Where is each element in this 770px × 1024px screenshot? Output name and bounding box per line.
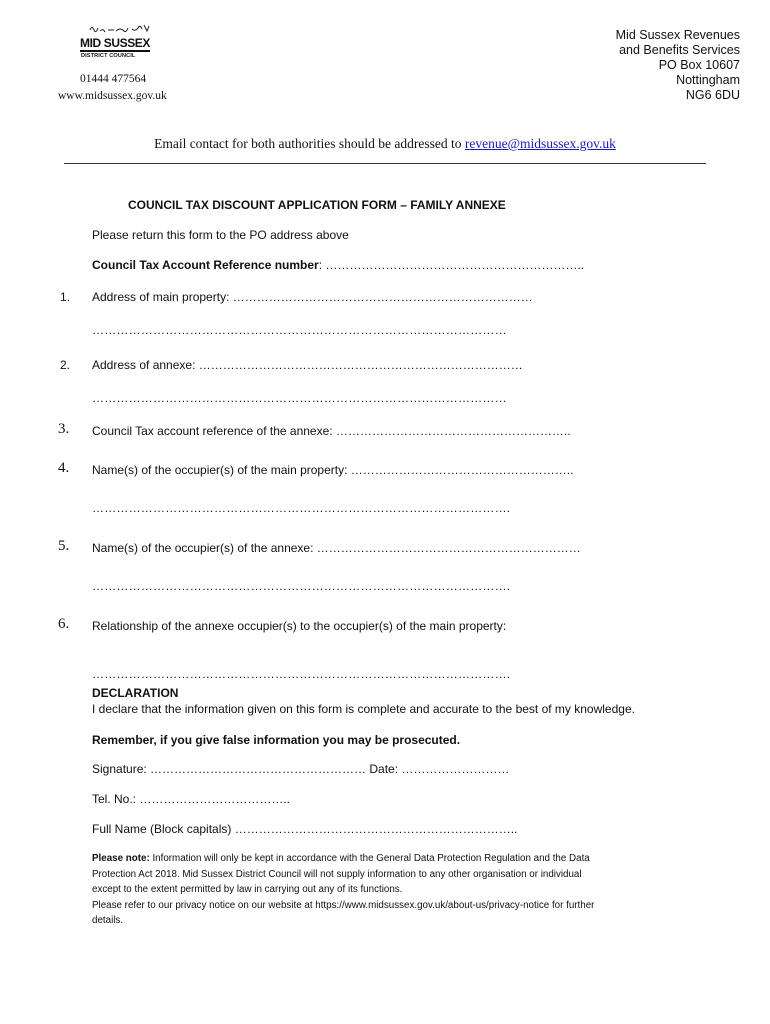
- declaration-text: I declare that the information given on this form is complete and accurate to the best of my knowledge.: [92, 702, 635, 716]
- account-reference-dots: : ………………………………………………………..: [318, 258, 585, 272]
- note-text: Information will only be kept in accordance with the General Data Protection Regulation and the Data: [149, 853, 590, 864]
- header-divider: [64, 163, 706, 164]
- item-number: 2.: [60, 358, 71, 372]
- address-line: NG6 6DU: [685, 88, 740, 102]
- annexe-account-reference-field[interactable]: Council Tax account reference of the annexe: …………………………………………………..: [92, 424, 571, 438]
- council-logo: [80, 22, 152, 64]
- email-link[interactable]: revenue@midsussex.gov.uk: [464, 136, 616, 151]
- annexe-occupiers-field[interactable]: Name(s) of the occupier(s) of the annexe: …………………………………………………………: [92, 541, 581, 555]
- logo-name: MID SUSSEX: [80, 36, 151, 50]
- note-line: Protection Act 2018. Mid Sussex District Council will not supply information to any other organisation or individual: [92, 868, 582, 880]
- email-contact-line: [0, 136, 770, 152]
- note-lead: Please note:: [92, 853, 150, 864]
- signature-date-field[interactable]: Signature: ……………………………………………… Date: ………………………: [92, 762, 510, 776]
- main-property-address-field[interactable]: Address of main property: …………………………………………………………………: [92, 290, 533, 304]
- item-number: 1.: [60, 290, 71, 304]
- relationship-label: Relationship of the annexe occupier(s) to the occupier(s) of the main property:: [92, 619, 507, 633]
- relationship-field[interactable]: ………………………………………………………………………………………….: [92, 667, 511, 681]
- telephone-field[interactable]: Tel. No.: ………………………………..: [92, 792, 291, 806]
- note-line: details.: [92, 915, 124, 927]
- full-name-field[interactable]: Full Name (Block capitals) ……………………………………………………………..: [92, 822, 518, 836]
- logo-signature-graphic: [86, 22, 150, 36]
- privacy-note: [92, 851, 702, 929]
- form-title: COUNCIL TAX DISCOUNT APPLICATION FORM – FAMILY ANNEXE: [128, 198, 506, 212]
- note-line: [92, 851, 702, 867]
- phone-number: 01444 477564: [80, 73, 147, 85]
- main-occupiers-continuation[interactable]: ………………………………………………………………………………………….: [92, 501, 511, 515]
- email-contact-text: Email contact for both authorities should be addressed to: [154, 136, 465, 151]
- address-line: and Benefits Services: [619, 43, 740, 57]
- note-line: Please refer to our privacy notice on our website at https://www.midsussex.gov.uk/about-us/privacy-notice for further: [92, 899, 595, 911]
- address-line: PO Box 10607: [658, 58, 740, 72]
- account-reference-label: Council Tax Account Reference number: [92, 258, 319, 272]
- return-address: [616, 28, 740, 103]
- website-text: www.midsussex.gov.uk: [58, 90, 167, 102]
- item-number: 5.: [58, 538, 70, 554]
- address-line: Mid Sussex Revenues: [615, 28, 740, 42]
- item-number: 6.: [58, 616, 70, 632]
- account-reference-field[interactable]: [92, 258, 584, 272]
- logo-subtitle: DISTRICT COUNCIL: [81, 53, 136, 59]
- false-information-warning: Remember, if you give false information you may be prosecuted.: [92, 733, 461, 747]
- item-number: 4.: [58, 460, 70, 476]
- return-instruction: Please return this form to the PO address above: [92, 228, 349, 242]
- main-property-address-continuation[interactable]: …………………………………………………………………………………………: [92, 323, 507, 337]
- item-number: 3.: [58, 421, 70, 437]
- address-line: Nottingham: [676, 73, 740, 87]
- note-line: except to the extent permitted by law in carrying out any of its functions.: [92, 884, 403, 896]
- main-occupiers-field[interactable]: Name(s) of the occupier(s) of the main property: ………………………………………………..: [92, 463, 574, 477]
- annexe-address-field[interactable]: Address of annexe: ………………………………………………………………………: [92, 358, 523, 372]
- declaration-heading: DECLARATION: [92, 686, 179, 700]
- annexe-occupiers-continuation[interactable]: ………………………………………………………………………………………….: [92, 579, 511, 593]
- annexe-address-continuation[interactable]: …………………………………………………………………………………………: [92, 391, 507, 405]
